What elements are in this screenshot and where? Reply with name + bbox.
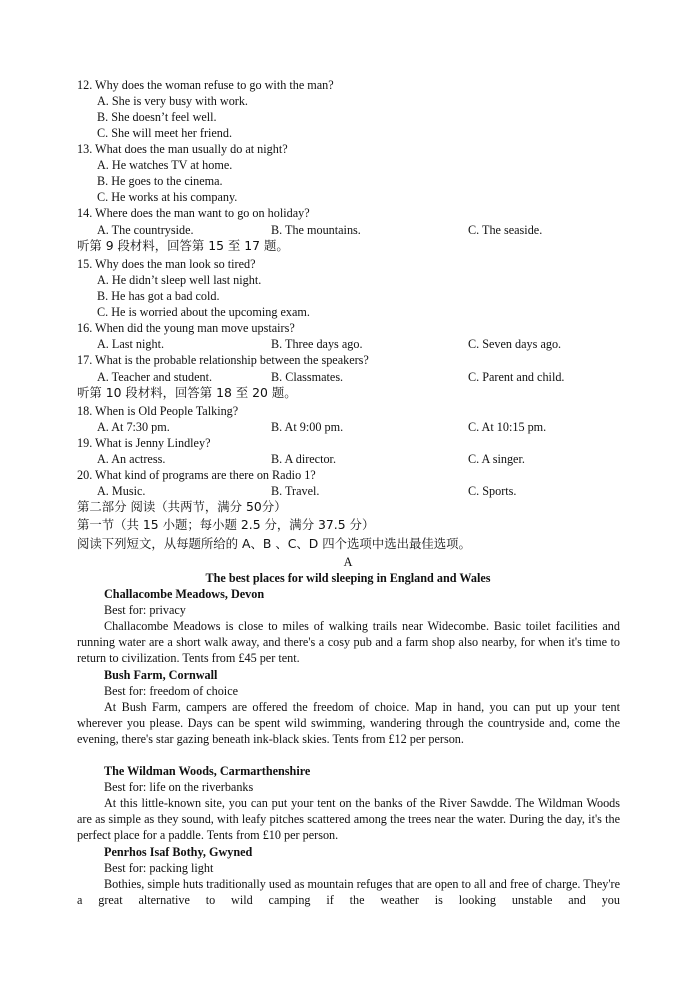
q17-option-a: A. Teacher and student. [97, 370, 213, 384]
reading-section-title: 第一节（共 15 小题；每小题 2.5 分，满分 37.5 分） [77, 517, 375, 532]
q16-option-a: A. Last night. [97, 337, 165, 351]
passage-title: The best places for wild sleeping in England and Wales [205, 571, 491, 585]
q19-option-c: C. A singer. [468, 452, 525, 466]
q12-option-b: B. She doesn’t feel well. [97, 110, 217, 124]
reading-part-title: 第二部分 阅读（共两节，满分 50分） [77, 499, 287, 514]
q16-option-c: C. Seven days ago. [468, 337, 562, 351]
passage-letter: A [343, 555, 353, 569]
question-17: 17. What is the probable relationship between the speakers? [77, 353, 369, 367]
question-18: 18. When is Old People Talking? [77, 404, 239, 418]
place-name: Challacombe Meadows, Devon [104, 587, 265, 601]
question-19: 19. What is Jenny Lindley? [77, 436, 211, 450]
q19-option-a: A. An actress. [97, 452, 166, 466]
place-best-for: Best for: life on the riverbanks [104, 780, 254, 794]
q19-option-b: B. A director. [271, 452, 336, 466]
q15-option-a: A. He didn’t sleep well last night. [97, 273, 262, 287]
question-14: 14. Where does the man want to go on holiday? [77, 206, 310, 220]
place-description: At Bush Farm, campers are offered the freedom of choice. Map in hand, you can put up your tent wherever you please. Days can be spent wild swimming, wandering through the countryside and, come the evening, there's star gazing beneath ink-black skies. Tents from £12 per person. [77, 700, 620, 747]
section-10-instruction: 听第 10 段材料，回答第 18 至 20 题。 [77, 385, 297, 400]
place-name: Penrhos Isaf Bothy, Gwyned [104, 845, 253, 859]
q17-option-b: B. Classmates. [271, 370, 344, 384]
place-best-for: Best for: packing light [104, 861, 214, 875]
q13-option-b: B. He goes to the cinema. [97, 174, 223, 188]
q14-option-a: A. The countryside. [97, 223, 194, 237]
q18-option-c: C. At 10:15 pm. [468, 420, 547, 434]
place-description: Bothies, simple huts traditionally used as mountain refuges that are open to all and free of charge. They're a great alternative to wild camping if the weather is looking unstable and you [77, 877, 620, 908]
q14-option-c: C. The seaside. [468, 223, 543, 237]
q13-option-a: A. He watches TV at home. [97, 158, 233, 172]
question-20: 20. What kind of programs are there on Radio 1? [77, 468, 316, 482]
q20-option-a: A. Music. [97, 484, 146, 498]
q20-option-c: C. Sports. [468, 484, 517, 498]
question-16: 16. When did the young man move upstairs? [77, 321, 295, 335]
q15-option-b: B. He has got a bad cold. [97, 289, 220, 303]
question-15: 15. Why does the man look so tired? [77, 257, 256, 271]
place-name: Bush Farm, Cornwall [104, 668, 218, 682]
q18-option-b: B. At 9:00 pm. [271, 420, 344, 434]
q14-option-b: B. The mountains. [271, 223, 361, 237]
q17-option-c: C. Parent and child. [468, 370, 565, 384]
place-description: Challacombe Meadows is close to miles of walking trails near Widecombe. Basic toilet facilities and running water are a short walk away, and there's a cosy pub and a farm shop also nearby, for when it's time to return to civilization. Tents from £45 per tent. [77, 619, 620, 666]
place-name: The Wildman Woods, Carmarthenshire [104, 764, 311, 778]
q20-option-b: B. Travel. [271, 484, 320, 498]
q18-option-a: A. At 7:30 pm. [97, 420, 170, 434]
q12-option-a: A. She is very busy with work. [97, 94, 248, 108]
q12-option-c: C. She will meet her friend. [97, 126, 233, 140]
q16-option-b: B. Three days ago. [271, 337, 363, 351]
reading-instruction: 阅读下列短文，从每题所给的 A、B 、C、D 四个选项中选出最佳选项。 [77, 536, 471, 551]
place-description: At this little-known site, you can put your tent on the banks of the River Sawdde. The Wildman Woods are as simple as they sound, with leafy pitches scattered among the trees near the water. During the day, it's the perfect place for a paddle. Tents from £10 per person. [77, 796, 620, 843]
place-best-for: Best for: freedom of choice [104, 684, 239, 698]
section-9-instruction: 听第 9 段材料，回答第 15 至 17 题。 [77, 238, 289, 253]
question-12: 12. Why does the woman refuse to go with the man? [77, 78, 334, 92]
q15-option-c: C. He is worried about the upcoming exam. [97, 305, 310, 319]
place-best-for: Best for: privacy [104, 603, 186, 617]
q13-option-c: C. He works at his company. [97, 190, 238, 204]
question-13: 13. What does the man usually do at night? [77, 142, 288, 156]
